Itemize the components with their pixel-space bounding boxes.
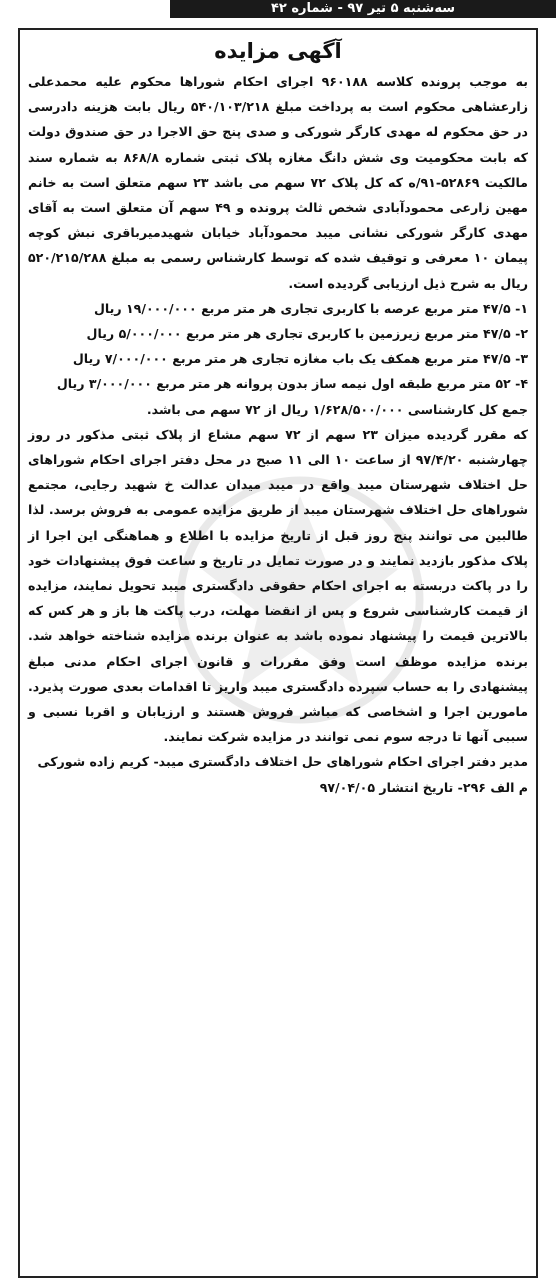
notice-intro: به موجب پرونده کلاسه ۹۶۰۱۸۸ اجرای احکام شوراها محکوم علیه محمدعلی زارعشاهی محکوم است به پرداخت مبلغ ۵۴۰/۱۰۳/۲۱۸ ریال بابت هزینه دادرسی در حق محکوم له مهدی کارگر شورکی و صدی پنج حق الاجرا در حق صندوق دولت که بابت محکومیت وی شش دانگ مغازه پلاک ثبتی شماره ۸۶۸/۸ به شماره سند مالکیت ۵۲۸۶۹-۹۱/ه که کل پلاک ۷۲ سهم می باشد ۲۳ سهم متعلق است به خانم مهین زارعی محمودآبادی شخص ثالث پرونده و ۴۹ سهم آن متعلق است به آقای مهدی کارگر شورکی نشانی میبد محمودآباد خیابان شهیدمیرباقری نبش کوچه پیمان ۱۰ معرفی و توقیف شده که توسط کارشناس رسمی به مبلغ ۵۲۰/۲۱۵/۲۸۸ ریال به شرح ذیل ارزیابی گردیده است. (28, 74, 528, 291)
valuation-item-1: ۱- ۴۷/۵ متر مربع عرصه با کاربری تجاری هر متر مربع ۱۹/۰۰۰/۰۰۰ ریال (93, 300, 528, 316)
header-text: سه‌شنبه ۵ تیر ۹۷ - شماره ۴۲ (270, 1, 455, 16)
valuation-list (28, 296, 528, 397)
valuation-total: جمع کل کارشناسی ۱/۶۲۸/۵۰۰/۰۰۰ ریال از ۷۲ سهم می باشد. (146, 401, 528, 417)
signature: مدیر دفتر اجرای احکام شوراهای حل اختلاف دادگستری میبد- کریم زاده شورکی (37, 754, 528, 770)
newspaper-header-bar (170, 0, 556, 18)
valuation-item-2: ۲- ۴۷/۵ متر مربع زیرزمین با کاربری تجاری هر متر مربع ۵/۰۰۰/۰۰۰ ریال (86, 326, 528, 342)
notice-body: که مقرر گردیده میزان ۲۳ سهم از ۷۲ سهم مشاع از پلاک ثبتی مذکور در روز چهارشنبه ۹۷/۴/۲۰ از ساعت ۱۰ الی ۱۱ صبح در محل دفتر اجرای احکام شوراهای حل اختلاف شهرستان میبد واقع در میبد میدان عدالت خ شهید رجایی، مجتمع شوراهای حل اختلاف شهرستان میبد از طریق مزایده عمومی به فروش برسد. لذا طالبین می توانند پنج روز قبل از تاریخ مزایده با اطلاع و هماهنگی این اجرا از پلاک مذکور بازدید نمایند و در صورت تمایل در تاریخ و ساعت فوق پیشنهادات خود را در پاکت دربسته به اجرای احکام حقوقی دادگستری میبد تحویل نمایند، مزایده از قیمت کارشناسی شروع و پس از انقضا مهلت، درب پاکت ها باز و هر کس که بالاترین قیمت را پیشنهاد نموده باشد به عنوان برنده مزایده شناخته خواهد شد. برنده مزایده موظف است وفق مقررات و قانون اجرای احکام مدنی مبلغ پیشنهادی را به حساب سپرده دادگستری میبد واریز تا اقدامات بعدی صورت پذیرد. مامورین اجرا و اشخاصی که مباشر فروش هستند و ارزیابان و اقربا نسبی و سببی آنها تا درجه سوم نمی توانند در مزایده شرکت نمایند. (28, 426, 529, 745)
publication-footer: م الف ۲۹۶- تاریخ انتشار ۹۷/۰۴/۰۵ (319, 779, 528, 795)
notice-title: آگهی مزایده (214, 39, 342, 63)
valuation-item-3: ۳- ۴۷/۵ متر مربع همکف یک باب مغازه تجاری هر متر مربع ۷/۰۰۰/۰۰۰ ریال (72, 351, 528, 367)
valuation-item-4: ۴- ۵۲ متر مربع طبقه اول نیمه ساز بدون پروانه هر متر مربع ۳/۰۰۰/۰۰۰ ریال (56, 376, 528, 392)
notice-content (28, 34, 528, 1272)
notice-frame (18, 28, 538, 1278)
